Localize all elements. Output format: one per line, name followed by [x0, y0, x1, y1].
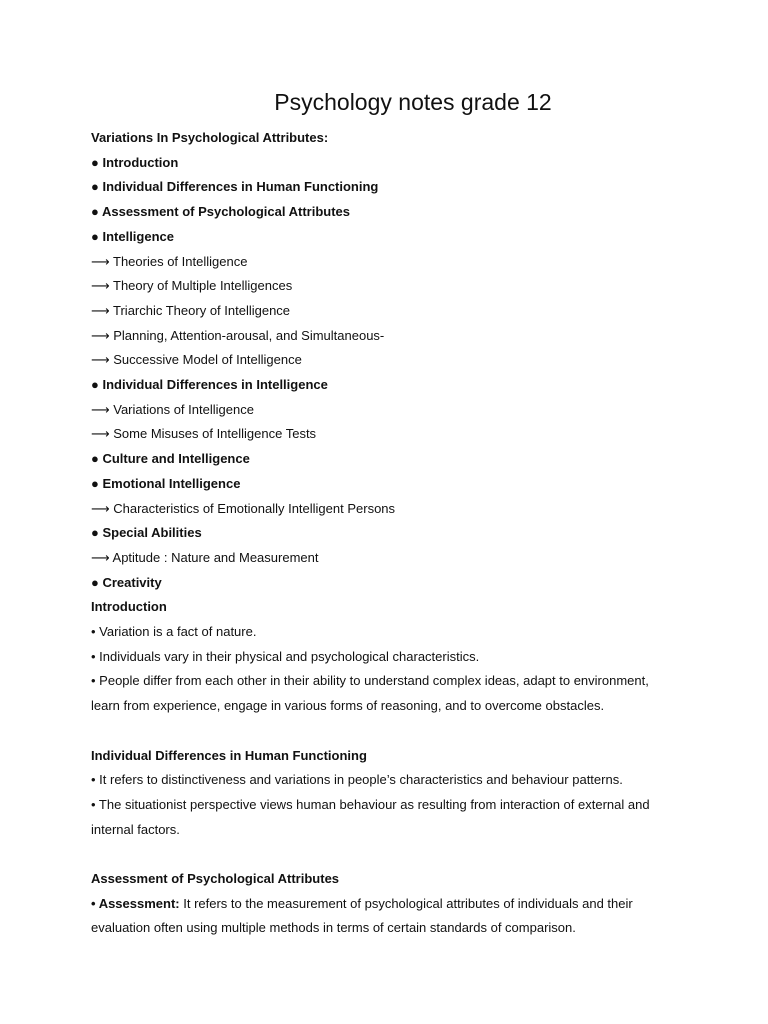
- paragraph-spacer: [91, 719, 681, 744]
- outline-subitem: ⟶ Characteristics of Emotionally Intelligent Persons: [91, 500, 396, 516]
- outline-item: ● Assessment of Psychological Attributes: [91, 204, 351, 220]
- outline-subitem: ⟶ Theories of Intelligence: [91, 253, 248, 269]
- outline-subitem: ⟶ Variations of Intelligence: [91, 401, 254, 417]
- introduction-bullet: • People differ from each other in their ability to understand complex ideas, adapt to environment, learn from experience, engage in various forms of reasoning, and to overcome obstacles.: [91, 673, 649, 714]
- outline-subitem: ⟶ Triarchic Theory of Intelligence: [91, 302, 291, 318]
- document-body: [91, 126, 681, 941]
- section-heading-individual-differences: Individual Differences in Human Functioning: [91, 747, 367, 763]
- paragraph-spacer: [91, 842, 681, 867]
- outline-item: ● Individual Differences in Human Functioning: [91, 179, 379, 195]
- assessment-bullet: [91, 892, 681, 941]
- section-heading-introduction: Introduction: [91, 599, 167, 615]
- bullet-marker: •: [91, 895, 99, 911]
- outline-subitem: ⟶ Planning, Attention-arousal, and Simultaneous-: [91, 327, 385, 343]
- outline-item: ● Individual Differences in Intelligence: [91, 377, 328, 393]
- section-heading-assessment: Assessment of Psychological Attributes: [91, 871, 340, 887]
- assessment-definition: It refers to the measurement of psychological attributes of individuals and their evaluation often using multiple methods in terms of certain standards of comparison.: [91, 895, 633, 936]
- outline-subitem: ⟶ Some Misuses of Intelligence Tests: [91, 426, 317, 442]
- outline-item: ● Intelligence: [91, 228, 174, 244]
- introduction-bullet: • Individuals vary in their physical and psychological characteristics.: [91, 648, 480, 664]
- outline-item: ● Introduction: [91, 154, 179, 170]
- outline-subitem: ⟶ Successive Model of Intelligence: [91, 352, 302, 368]
- introduction-bullet: • Variation is a fact of nature.: [91, 624, 257, 640]
- outline-heading: Variations In Psychological Attributes:: [91, 130, 329, 145]
- outline-item: ● Emotional Intelligence: [91, 475, 241, 491]
- individual-differences-bullet: • The situationist perspective views human behaviour as resulting from interaction of external and internal factors.: [91, 796, 650, 837]
- outline-item: ● Culture and Intelligence: [91, 451, 250, 467]
- outline-item: ● Creativity: [91, 574, 162, 590]
- outline-subitem: ⟶ Aptitude : Nature and Measurement: [91, 549, 319, 565]
- outline-item: ● Special Abilities: [91, 525, 202, 541]
- outline-subitem: ⟶ Theory of Multiple Intelligences: [91, 278, 293, 294]
- individual-differences-bullet: • It refers to distinctiveness and variations in people’s characteristics and behaviour patterns.: [91, 772, 623, 788]
- assessment-term: Assessment:: [98, 895, 180, 911]
- outline-list: [91, 151, 681, 596]
- page-title: Psychology notes grade 12: [274, 89, 552, 115]
